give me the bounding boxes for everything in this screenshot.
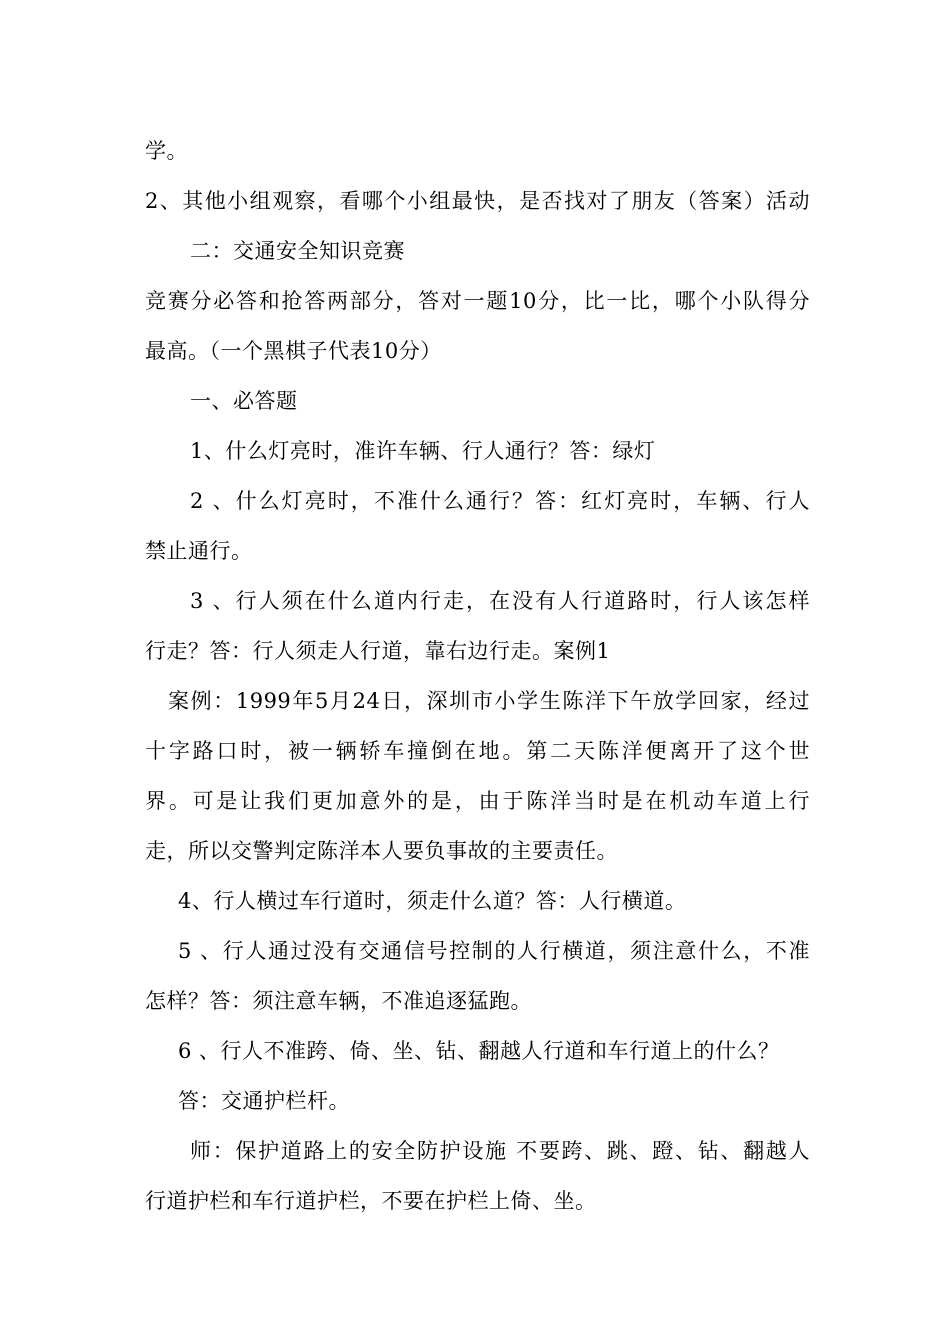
case-line-1: 案例：1999年5月24日，深圳市小学生陈洋下午放学回家，经过 xyxy=(168,689,810,713)
text-line-2: 2、其他小组观察，看哪个小组最快，是否找对了朋友（答案）活动 xyxy=(145,189,810,213)
case-line-2: 十字路口时，被一辆轿车撞倒在地。第二天陈洋便离开了这个世 xyxy=(145,739,810,763)
case-line-4: 走，所以交警判定陈洋本人要负事故的主要责任。 xyxy=(145,839,618,863)
question-5-continued: 怎样？答：须注意车辆，不准追逐猛跑。 xyxy=(145,989,532,1013)
question-1: 1、什么灯亮时，准许车辆、行人通行？答：绿灯 xyxy=(190,439,656,463)
case-line-3: 界。可是让我们更加意外的是，由于陈洋当时是在机动车道上行 xyxy=(145,789,810,813)
question-5: 5 、行人通过没有交通信号控制的人行横道，须注意什么，不准 xyxy=(178,939,810,963)
section-heading-required: 一、必答题 xyxy=(190,389,298,413)
question-3: 3 、行人须在什么道内行走，在没有人行道路时，行人该怎样 xyxy=(190,589,810,613)
question-3-continued: 行走？答：行人须走人行道，靠右边行走。案例1 xyxy=(145,639,611,663)
text-line-1: 学。 xyxy=(145,139,188,163)
question-6-answer: 答：交通护栏杆。 xyxy=(178,1089,350,1113)
teacher-note-line-2: 行道护栏和车行道护栏，不要在护栏上倚、坐。 xyxy=(145,1189,597,1213)
question-6: 6 、行人不准跨、倚、坐、钻、翻越人行道和车行道上的什么？ xyxy=(178,1039,780,1063)
question-4: 4、行人横过车行道时，须走什么道？答：人行横道。 xyxy=(178,889,687,913)
question-2: 2 、什么灯亮时，不准什么通行？答：红灯亮时，车辆、行人 xyxy=(190,489,810,513)
question-2-continued: 禁止通行。 xyxy=(145,539,253,563)
teacher-note-line-1: 师：保护道路上的安全防护设施 不要跨、跳、蹬、钻、翻越人 xyxy=(190,1139,810,1163)
text-line-5: 最高。（一个黑棋子代表10分） xyxy=(145,339,442,363)
section-heading-quiz: 二：交通安全知识竞赛 xyxy=(190,239,405,263)
text-line-4: 竞赛分必答和抢答两部分，答对一题10分，比一比，哪个小队得分 xyxy=(145,289,810,313)
